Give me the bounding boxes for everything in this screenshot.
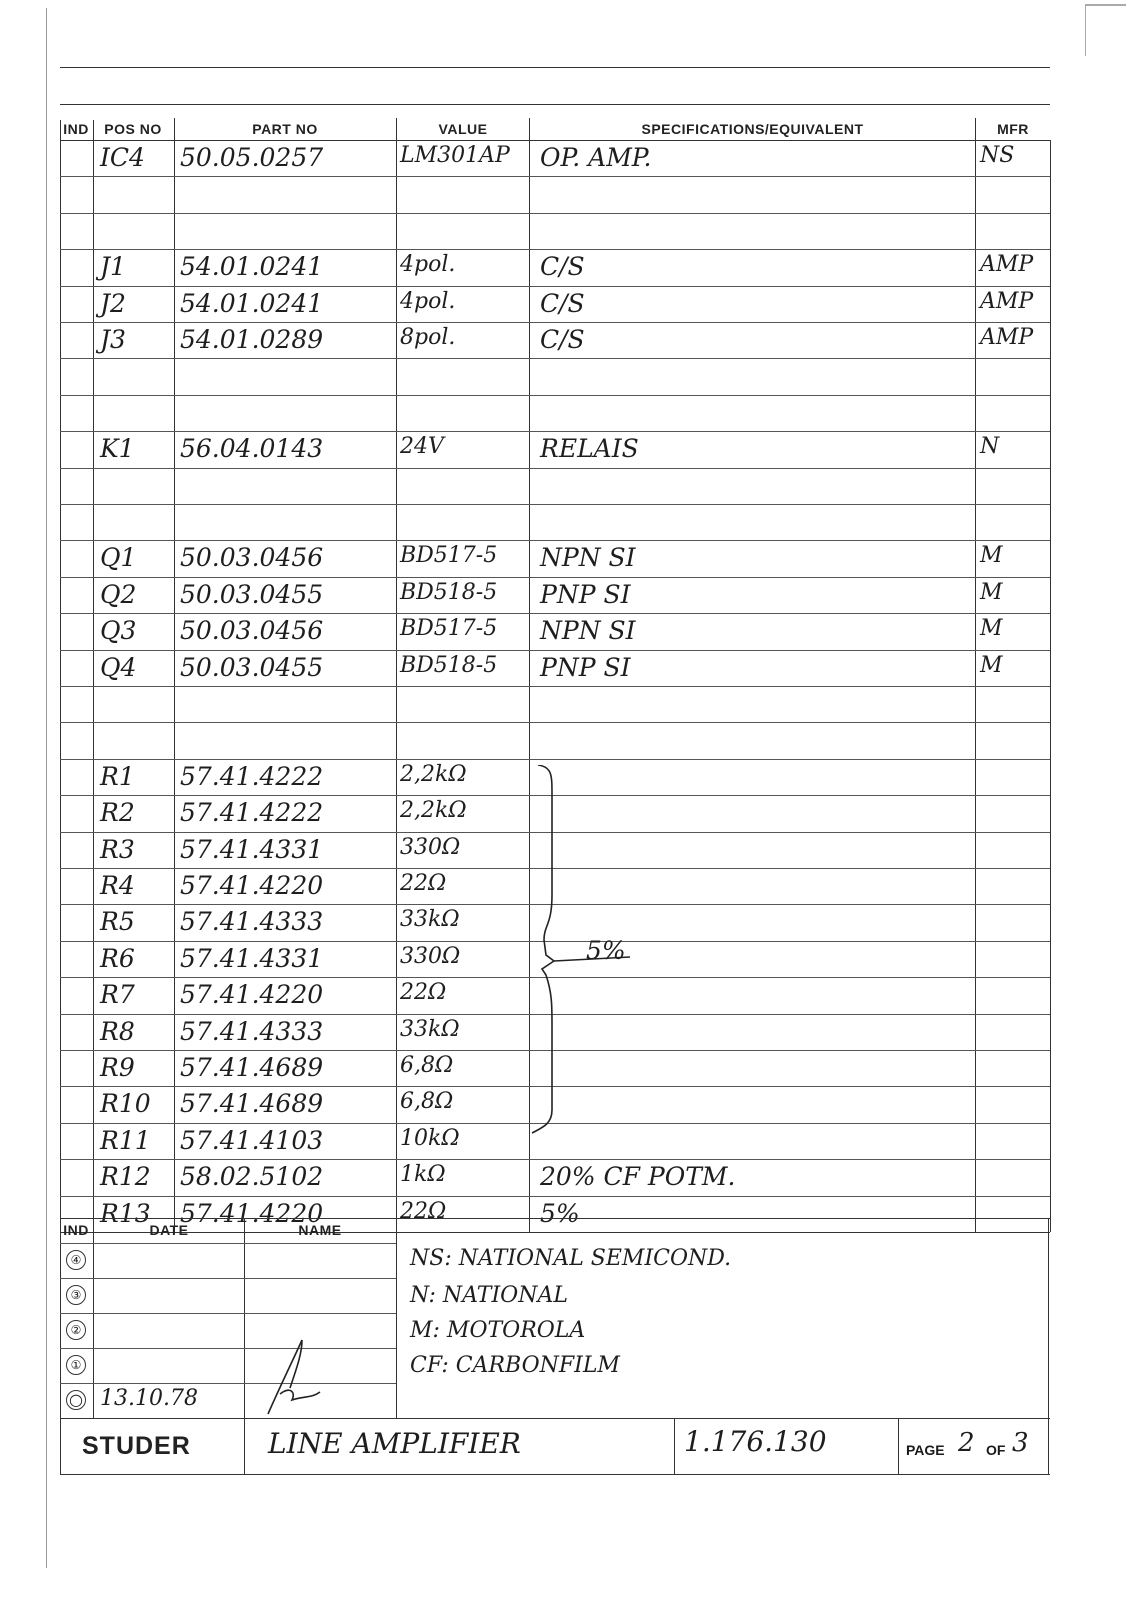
- value-cell: 1kΩ: [400, 1162, 446, 1188]
- value-cell: 8pol.: [400, 325, 456, 350]
- pos-no-cell: Q3: [100, 616, 137, 646]
- pos-no-cell: R10: [100, 1089, 151, 1119]
- value-cell: 22Ω: [400, 871, 447, 896]
- value-cell: 2,2kΩ: [400, 798, 467, 824]
- value-cell: BD517-5: [400, 543, 498, 569]
- page-number: 2: [958, 1428, 975, 1458]
- pos-no-cell: R6: [100, 943, 135, 973]
- page-label: PAGE: [906, 1442, 945, 1458]
- pos-no-cell: Q2: [100, 579, 137, 609]
- rev-col-name: [244, 1218, 245, 1474]
- spec-cell: OP. AMP.: [540, 143, 652, 172]
- row-rule: [60, 504, 1050, 505]
- row-rule: [60, 286, 1050, 287]
- value-cell: 2,2kΩ: [400, 761, 467, 787]
- col-header-part-no: PART NO: [252, 121, 318, 137]
- signature: [250, 1336, 340, 1416]
- part-no-cell: 54.01.0241: [180, 288, 324, 318]
- pos-no-cell: R4: [100, 871, 135, 900]
- note-m: M: MOTOROLA: [410, 1318, 586, 1343]
- row-rule: [60, 686, 1050, 687]
- mfr-cell: AMP: [980, 325, 1034, 350]
- part-no-cell: 50.05.0257: [180, 143, 324, 172]
- pos-no-cell: J1: [100, 252, 126, 282]
- col-divider: [60, 120, 61, 1232]
- row-rule: [60, 176, 1050, 177]
- mfr-cell: M: [980, 579, 1003, 605]
- drawing-title: LINE AMPLIFIER: [268, 1427, 521, 1460]
- pos-no-cell: J2: [100, 288, 126, 318]
- col-divider: [1050, 140, 1051, 1232]
- spec-cell: C/S: [540, 252, 585, 282]
- page-of-label: OF: [986, 1442, 1006, 1458]
- title-col-drawing: [674, 1418, 675, 1474]
- part-no-cell: 50.03.0455: [180, 579, 324, 609]
- part-no-cell: 57.41.4222: [180, 761, 324, 791]
- value-cell: 10kΩ: [400, 1125, 460, 1151]
- spec-cell: PNP SI: [540, 652, 631, 682]
- group-tolerance-note: 5%: [586, 936, 626, 965]
- part-no-cell: 50.03.0455: [180, 652, 324, 682]
- rev-rule-5: [60, 1383, 396, 1384]
- col-header-ind: IND: [63, 121, 89, 137]
- part-no-cell: 54.01.0289: [180, 325, 324, 354]
- value-cell: LM301AP: [400, 143, 510, 168]
- rev-bottom-rule: [60, 1418, 1050, 1419]
- spec-cell: PNP SI: [540, 579, 631, 609]
- pos-no-cell: R9: [100, 1053, 135, 1082]
- rev-date: 13.10.78: [100, 1386, 198, 1411]
- pos-no-cell: R13: [100, 1198, 151, 1228]
- rev-rule-1: [60, 1243, 396, 1244]
- part-no-cell: 57.41.4333: [180, 1016, 324, 1046]
- rev-index-2: ②: [66, 1320, 86, 1340]
- part-no-cell: 50.03.0456: [180, 616, 324, 646]
- spec-cell: C/S: [540, 288, 585, 318]
- rev-header-ind: IND: [63, 1222, 89, 1238]
- row-rule: [60, 650, 1050, 651]
- value-cell: 6,8Ω: [400, 1053, 454, 1078]
- mfr-cell: M: [980, 543, 1003, 569]
- pos-no-cell: R7: [100, 980, 135, 1010]
- part-no-cell: 57.41.4331: [180, 834, 324, 864]
- mfr-cell: AMP: [980, 252, 1034, 278]
- pos-no-cell: K1: [100, 434, 135, 464]
- pos-no-cell: R5: [100, 907, 135, 937]
- note-cf: CF: CARBONFILM: [410, 1353, 620, 1378]
- table-top-rule: [60, 104, 1050, 105]
- margin-mark: [46, 8, 47, 1568]
- footer-bottom-rule: [60, 1474, 1050, 1475]
- header-bottom-rule: [60, 140, 1050, 141]
- spec-cell: NPN SI: [540, 543, 636, 573]
- row-rule: [60, 759, 1050, 760]
- rev-index-1: ①: [66, 1355, 86, 1375]
- part-no-cell: 58.02.5102: [180, 1162, 324, 1192]
- rev-col-date: [93, 1218, 94, 1418]
- row-rule: [60, 431, 1050, 432]
- rev-index-0: ○: [66, 1390, 86, 1410]
- value-cell: 33kΩ: [400, 907, 460, 933]
- rev-col-notes: [396, 1218, 397, 1418]
- mfr-cell: NS: [980, 143, 1015, 168]
- rev-rule-2: [60, 1278, 396, 1279]
- mfr-cell: N: [980, 434, 1000, 460]
- row-rule: [60, 613, 1050, 614]
- spec-cell: 5%: [540, 1198, 580, 1228]
- mfr-cell: M: [980, 652, 1003, 678]
- pos-no-cell: R11: [100, 1125, 151, 1155]
- value-cell: BD517-5: [400, 616, 498, 642]
- value-cell: 24V: [400, 434, 444, 460]
- pos-no-cell: R3: [100, 834, 135, 864]
- row-rule: [60, 249, 1050, 250]
- col-header-specifications: SPECIFICATIONS/EQUIVALENT: [641, 121, 864, 137]
- part-no-cell: 57.41.4220: [180, 980, 324, 1010]
- row-rule: [60, 1196, 1050, 1197]
- rev-header-date: DATE: [149, 1222, 189, 1238]
- rev-left-border: [60, 1218, 61, 1474]
- rev-rule-3: [60, 1313, 396, 1314]
- rev-index-4: ④: [66, 1250, 86, 1270]
- corner-mark: [1085, 4, 1126, 56]
- col-header-value: VALUE: [438, 121, 488, 137]
- rev-top-rule: [60, 1218, 1050, 1219]
- value-cell: 4pol.: [400, 252, 456, 278]
- note-ns: NS: NATIONAL SEMICOND.: [410, 1246, 732, 1271]
- spec-cell: RELAIS: [540, 434, 639, 464]
- pos-no-cell: J3: [100, 325, 126, 354]
- pos-no-cell: Q4: [100, 652, 137, 682]
- row-rule: [60, 468, 1050, 469]
- value-cell: BD518-5: [400, 652, 498, 678]
- value-cell: BD518-5: [400, 579, 498, 605]
- pos-no-cell: IC4: [100, 143, 145, 172]
- value-cell: 22Ω: [400, 1198, 447, 1224]
- part-no-cell: 57.41.4689: [180, 1053, 324, 1082]
- pos-no-cell: R1: [100, 761, 135, 791]
- spec-cell: C/S: [540, 325, 585, 354]
- row-rule: [60, 540, 1050, 541]
- pos-no-cell: Q1: [100, 543, 137, 573]
- row-rule: [60, 577, 1050, 578]
- value-cell: 33kΩ: [400, 1016, 460, 1042]
- pos-no-cell: R12: [100, 1162, 151, 1192]
- row-rule: [60, 395, 1050, 396]
- part-no-cell: 57.41.4689: [180, 1089, 324, 1119]
- part-no-cell: 56.04.0143: [180, 434, 324, 464]
- row-rule: [60, 213, 1050, 214]
- col-header-pos-no: POS NO: [104, 121, 162, 137]
- pos-no-cell: R2: [100, 798, 135, 828]
- note-n: N: NATIONAL: [410, 1283, 568, 1308]
- row-rule: [60, 1159, 1050, 1160]
- part-no-cell: 50.03.0456: [180, 543, 324, 573]
- page-total: 3: [1012, 1428, 1029, 1458]
- part-no-cell: 57.41.4222: [180, 798, 324, 828]
- top-rule: [60, 67, 1050, 68]
- rev-index-3: ③: [66, 1285, 86, 1305]
- studer-logo: STUDER: [82, 1432, 191, 1460]
- part-no-cell: 57.41.4103: [180, 1125, 324, 1155]
- row-rule: [60, 358, 1050, 359]
- pos-no-cell: R8: [100, 1016, 135, 1046]
- part-no-cell: 57.41.4220: [180, 1198, 324, 1228]
- mfr-cell: M: [980, 616, 1003, 642]
- rev-right-border: [1048, 1218, 1049, 1474]
- rev-header-name: NAME: [298, 1222, 342, 1238]
- col-divider: [93, 120, 94, 1232]
- part-no-cell: 54.01.0241: [180, 252, 324, 282]
- mfr-cell: AMP: [980, 288, 1034, 314]
- row-rule: [60, 322, 1050, 323]
- part-no-cell: 57.41.4331: [180, 943, 324, 973]
- value-cell: 330Ω: [400, 834, 461, 860]
- spec-cell: NPN SI: [540, 616, 636, 646]
- value-cell: 22Ω: [400, 980, 447, 1006]
- rev-rule-4: [60, 1348, 396, 1349]
- part-no-cell: 57.41.4333: [180, 907, 324, 937]
- row-rule: [60, 722, 1050, 723]
- value-cell: 4pol.: [400, 288, 456, 314]
- value-cell: 330Ω: [400, 943, 461, 969]
- col-header-mfr: MFR: [997, 121, 1029, 137]
- drawing-number: 1.176.130: [684, 1425, 827, 1458]
- title-col-page: [898, 1418, 899, 1474]
- value-cell: 6,8Ω: [400, 1089, 454, 1115]
- spec-cell: 20% CF POTM.: [540, 1162, 736, 1192]
- part-no-cell: 57.41.4220: [180, 871, 324, 900]
